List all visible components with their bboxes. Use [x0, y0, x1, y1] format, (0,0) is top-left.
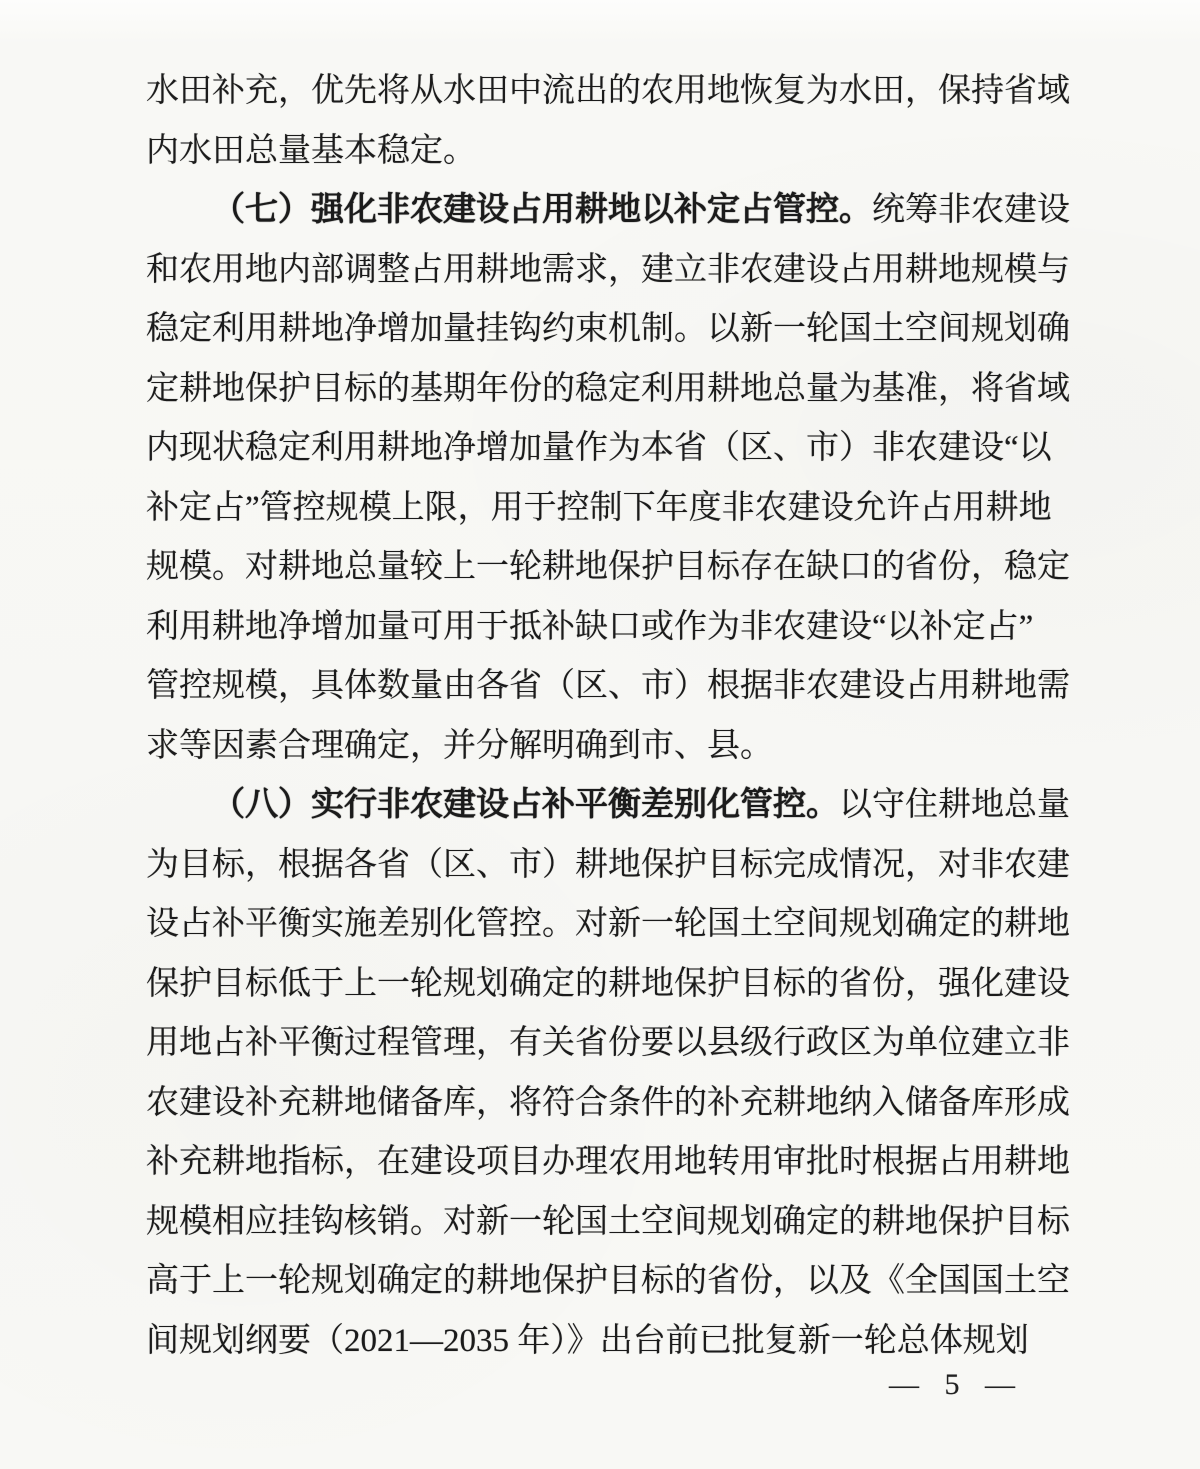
body-text: 规模。对耕地总量较上一轮耕地保护目标存在缺口的省份，稳定: [146, 549, 1070, 585]
body-text: 以守住耕地总量: [839, 787, 1070, 823]
text-line: [146, 776, 1074, 836]
page-number: — 5 —: [889, 1368, 1024, 1401]
body-text: 稳定利用耕地净增加量挂钩约束机制。以新一轮国土空间规划确: [146, 311, 1070, 347]
document-body: [146, 62, 1074, 1371]
text-line: [146, 122, 1074, 182]
text-line: [146, 538, 1074, 598]
text-line: [146, 1312, 1074, 1372]
text-line: [146, 241, 1074, 301]
body-text: 规模相应挂钩核销。对新一轮国土空间规划确定的耕地保护目标: [146, 1203, 1070, 1240]
text-line: [146, 955, 1074, 1015]
text-line: [146, 419, 1074, 479]
body-text: 定耕地保护目标的基期年份的稳定利用耕地总量为基准，将省域: [146, 370, 1070, 407]
section-heading-text: （八）实行非农建设占补平衡差别化管控。: [212, 787, 839, 823]
text-line: [146, 1193, 1074, 1253]
body-text: 水田补充，优先将从水田中流出的农用地恢复为水田，保持省域: [146, 73, 1070, 109]
body-text: 内水田总量基本稳定。: [146, 132, 476, 169]
body-text: 农建设补充耕地储备库，将符合条件的补充耕地纳入储备库形成: [146, 1084, 1070, 1121]
body-text: 为目标，根据各省（区、市）耕地保护目标完成情况，对非农建: [146, 846, 1070, 883]
body-text: 内现状稳定利用耕地净增加量作为本省（区、市）非农建设“以: [146, 430, 1052, 466]
body-text: 求等因素合理确定，并分解明确到市、县。: [146, 727, 773, 764]
body-text: 间规划纲要（2021—2035 年）》出台前已批复新一轮总体规划: [146, 1322, 1029, 1359]
body-text: 用地占补平衡过程管理，有关省份要以县级行政区为单位建立非: [146, 1025, 1070, 1061]
body-text: 补定占”管控规模上限，用于控制下年度非农建设允许占用耕地: [146, 489, 1052, 526]
text-line: [146, 479, 1074, 539]
text-line: [146, 1252, 1074, 1312]
body-text: 保护目标低于上一轮规划确定的耕地保护目标的省份，强化建设: [146, 965, 1070, 1002]
body-text: 管控规模，具体数量由各省（区、市）根据非农建设占用耕地需: [146, 668, 1070, 704]
text-line: [146, 360, 1074, 420]
text-line: [146, 300, 1074, 360]
text-line: [146, 895, 1074, 955]
body-text: 补充耕地指标，在建设项目办理农用地转用审批时根据占用耕地: [146, 1144, 1070, 1180]
body-text: 高于上一轮规划确定的耕地保护目标的省份，以及《全国国土空: [146, 1263, 1070, 1299]
section-heading-text: （七）强化非农建设占用耕地以补定占管控。: [212, 192, 872, 228]
text-line: [146, 657, 1074, 717]
text-line: [146, 836, 1074, 896]
body-text: 统筹非农建设: [872, 192, 1070, 228]
text-line: [146, 181, 1074, 241]
text-line: [146, 598, 1074, 658]
body-text: 利用耕地净增加量可用于抵补缺口或作为非农建设“以补定占”: [146, 608, 1034, 645]
text-line: [146, 1074, 1074, 1134]
text-line: [146, 717, 1074, 777]
body-text: 设占补平衡实施差别化管控。对新一轮国土空间规划确定的耕地: [146, 906, 1070, 942]
body-text: 和农用地内部调整占用耕地需求，建立非农建设占用耕地规模与: [146, 251, 1070, 288]
text-line: [146, 1133, 1074, 1193]
text-line: [146, 62, 1074, 122]
text-line: [146, 1014, 1074, 1074]
